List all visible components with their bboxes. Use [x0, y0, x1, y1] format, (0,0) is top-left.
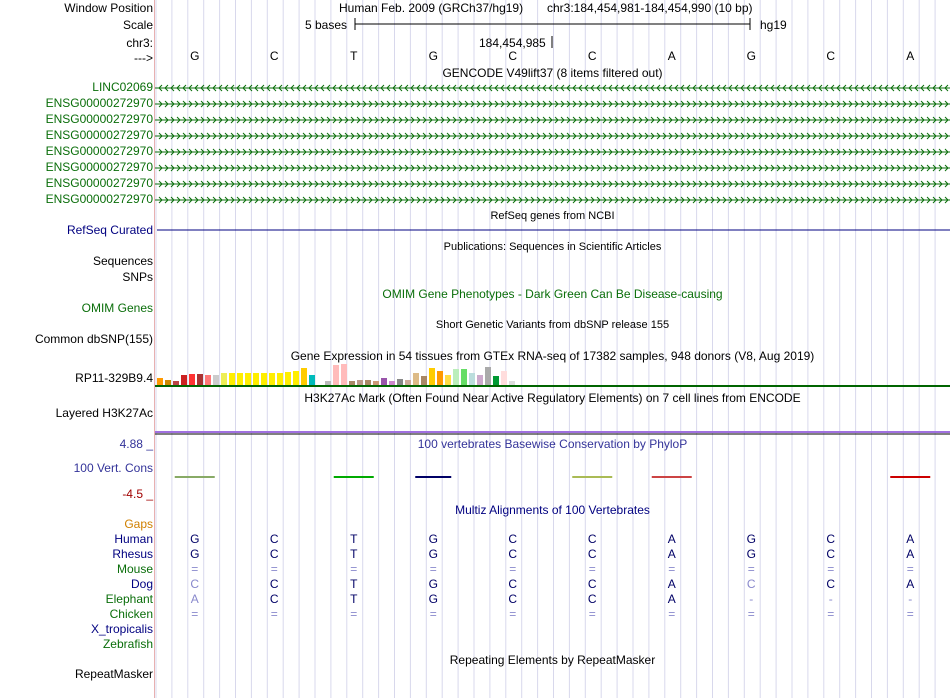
species-label[interactable]: Zebrafish [102, 637, 153, 651]
gtex-bar [493, 376, 499, 385]
gene-label-ensg-2[interactable]: ENSG00000272970 [45, 112, 153, 126]
alignment-base: T [350, 577, 358, 591]
alignment-base: = [429, 562, 437, 576]
refseq-label[interactable]: RefSeq Curated [66, 223, 153, 237]
alignment-base: = [270, 562, 278, 576]
alignment-base: = [350, 562, 358, 576]
base-letter: C [826, 49, 836, 63]
gtex-bar [261, 373, 267, 385]
alignment-base: = [509, 562, 517, 576]
gtex-bar [333, 365, 339, 385]
alignment-base: C [269, 532, 279, 546]
alignment-base: T [350, 532, 358, 546]
alignment-base: T [350, 547, 358, 561]
alignment-base: = [906, 607, 914, 621]
alignment-base: C [508, 577, 518, 591]
alignment-base: = [270, 607, 278, 621]
alignment-base: = [191, 607, 199, 621]
base-letter: C [587, 49, 597, 63]
alignment-base: G [428, 532, 438, 546]
alignment-base: A [190, 592, 199, 606]
alignment-base: - [749, 592, 754, 606]
sequences-label[interactable]: Sequences [92, 254, 153, 268]
alignment-base: G [428, 577, 438, 591]
alignment-base: = [827, 607, 835, 621]
alignment-base: A [667, 532, 676, 546]
omim-title: OMIM Gene Phenotypes - Dark Green Can Be Disease-causing [382, 287, 723, 301]
alignment-base: A [906, 532, 915, 546]
alignment-base: = [429, 607, 437, 621]
alignment-base: A [667, 547, 676, 561]
repeatmasker-label[interactable]: RepeatMasker [74, 667, 153, 681]
coordinate-text: 184,454,985 [479, 36, 546, 50]
strand-arrow-label: ---> [134, 51, 153, 65]
gtex-bar [301, 368, 307, 385]
base-letter: C [508, 49, 518, 63]
alignment-base: - [908, 592, 913, 606]
alignment-base: A [906, 577, 915, 591]
alignment-base: = [191, 562, 199, 576]
h3k27ac-label[interactable]: Layered H3K27Ac [55, 406, 153, 420]
base-letter: C [269, 49, 279, 63]
gene-label-ensg-6[interactable]: ENSG00000272970 [45, 176, 153, 190]
species-label[interactable]: Mouse [116, 562, 153, 576]
base-letter: A [906, 49, 915, 63]
multiz-title: Multiz Alignments of 100 Vertebrates [455, 503, 650, 517]
gtex-bar [357, 380, 363, 385]
gtex-bar [509, 381, 515, 385]
window-position-label: Window Position [64, 1, 153, 15]
gtex-bar [389, 381, 395, 385]
alignment-base: G [428, 592, 438, 606]
alignment-base: C [269, 547, 279, 561]
snps-label[interactable]: SNPs [122, 270, 153, 284]
alignment-base: C [587, 577, 597, 591]
alignment-base: = [350, 607, 358, 621]
gtex-bar [413, 373, 419, 385]
scale-label: Scale [122, 18, 153, 32]
species-label[interactable]: Human [114, 532, 153, 546]
gene-label-ensg-7[interactable]: ENSG00000272970 [45, 192, 153, 206]
gtex-bar [485, 367, 491, 385]
gtex-gene-label[interactable]: RP11-329B9.4 [75, 371, 153, 385]
scale-db: hg19 [760, 18, 787, 32]
alignment-base: - [828, 592, 833, 606]
gtex-bar [245, 373, 251, 385]
gtex-bar [197, 374, 203, 385]
gene-label-ensg-5[interactable]: ENSG00000272970 [45, 160, 153, 174]
gtex-bar [181, 375, 187, 385]
alignment-base: C [826, 547, 836, 561]
gtex-bar [285, 372, 291, 385]
gtex-bar [293, 371, 299, 385]
gtex-bar [373, 381, 379, 385]
gtex-bar [381, 378, 387, 385]
alignment-base: = [827, 562, 835, 576]
alignment-base: C [190, 577, 200, 591]
base-letter: G [746, 49, 756, 63]
cons-min-label: -4.5 _ [122, 487, 153, 501]
cons-title: 100 vertebrates Basewise Conservation by PhyloP [417, 437, 688, 451]
alignment-base: G [746, 532, 756, 546]
gtex-bar [405, 380, 411, 385]
chr-label: chr3: [126, 36, 153, 50]
gtex-bar [253, 373, 259, 385]
gtex-bar [269, 373, 275, 385]
alignment-base: = [509, 607, 517, 621]
alignment-base: C [826, 577, 836, 591]
alignment-base: G [190, 532, 200, 546]
position-text: chr3:184,454,981-184,454,990 (10 bp) [547, 1, 753, 15]
gtex-bar [437, 371, 443, 385]
scale-text: 5 bases [305, 18, 348, 32]
gtex-bar [157, 378, 163, 385]
gtex-bar [237, 373, 243, 385]
alignment-base: = [668, 562, 676, 576]
base-letter: G [190, 49, 200, 63]
alignment-base: A [906, 547, 915, 561]
gtex-bar [277, 373, 283, 385]
alignment-base: A [667, 577, 676, 591]
gtex-bar [325, 381, 331, 385]
assembly-text: Human Feb. 2009 (GRCh37/hg19) [339, 1, 524, 15]
gtex-bar [221, 373, 227, 385]
alignment-base: = [588, 607, 596, 621]
gtex-bar [213, 375, 219, 385]
gtex-bar [461, 369, 467, 385]
dbsnp-title: Short Genetic Variants from dbSNP release 155 [435, 319, 670, 331]
species-label[interactable]: Dog [130, 577, 153, 591]
alignment-base: T [350, 592, 358, 606]
refseq-title: RefSeq genes from NCBI [490, 210, 615, 222]
gtex-bar [397, 379, 403, 385]
gtex-bar [229, 373, 235, 385]
omim-label[interactable]: OMIM Genes [81, 301, 153, 315]
alignment-base: C [587, 592, 597, 606]
species-label[interactable]: Rhesus [112, 547, 153, 561]
base-letter: A [667, 49, 676, 63]
gaps-label[interactable]: Gaps [124, 517, 153, 531]
gtex-bar [453, 369, 459, 385]
alignment-base: C [587, 547, 597, 561]
dbsnp-label[interactable]: Common dbSNP(155) [34, 332, 153, 346]
alignment-base: = [747, 562, 755, 576]
alignment-base: = [588, 562, 596, 576]
species-label[interactable]: Elephant [105, 592, 153, 606]
species-label[interactable]: Chicken [109, 607, 153, 621]
alignment-base: G [746, 547, 756, 561]
gtex-bar [469, 373, 475, 385]
gtex-bar [445, 375, 451, 385]
gencode-title: GENCODE V49lift37 (8 items filtered out) [442, 66, 663, 80]
gtex-title: Gene Expression in 54 tissues from GTEx RNA-seq of 17382 samples, 948 donors (V8, Aug 2019) [290, 349, 815, 363]
alignment-base: C [269, 577, 279, 591]
species-label[interactable]: X_tropicalis [90, 622, 153, 636]
cons-max-label: 4.88 _ [119, 437, 153, 451]
alignment-base: C [826, 532, 836, 546]
alignment-base: G [428, 547, 438, 561]
alignment-base: C [508, 547, 518, 561]
base-letter: G [428, 49, 438, 63]
alignment-base: = [906, 562, 914, 576]
publications-title: Publications: Sequences in Scientific Articles [443, 241, 662, 253]
gtex-bar [341, 364, 347, 385]
alignment-base: = [747, 607, 755, 621]
gtex-bar [165, 380, 171, 385]
cons-label[interactable]: 100 Vert. Cons [73, 461, 153, 475]
gtex-bar [189, 374, 195, 385]
gene-label-ensg-3[interactable]: ENSG00000272970 [45, 128, 153, 142]
gene-label-ensg-1[interactable]: ENSG00000272970 [45, 96, 153, 110]
alignment-base: C [508, 592, 518, 606]
gene-label-linc02069[interactable]: LINC02069 [92, 80, 153, 94]
alignment-base: C [746, 577, 756, 591]
alignment-base: = [668, 607, 676, 621]
alignment-base: G [190, 547, 200, 561]
alignment-base: C [269, 592, 279, 606]
gtex-bar [349, 381, 355, 385]
h3k27ac-title: H3K27Ac Mark (Often Found Near Active Regulatory Elements) on 7 cell lines from ENCODE [304, 391, 801, 405]
gtex-bar [173, 381, 179, 385]
gtex-bar [421, 376, 427, 385]
gtex-bar [477, 375, 483, 385]
alignment-base: A [667, 592, 676, 606]
gtex-bar [205, 375, 211, 385]
alignment-base: C [508, 532, 518, 546]
base-letter: T [350, 49, 358, 63]
gtex-bar [309, 375, 315, 385]
gtex-bar [501, 371, 507, 385]
gene-label-ensg-4[interactable]: ENSG00000272970 [45, 144, 153, 158]
repeatmasker-title: Repeating Elements by RepeatMasker [449, 653, 656, 667]
gtex-bar [429, 368, 435, 385]
gtex-bar [365, 380, 371, 385]
alignment-base: C [587, 532, 597, 546]
